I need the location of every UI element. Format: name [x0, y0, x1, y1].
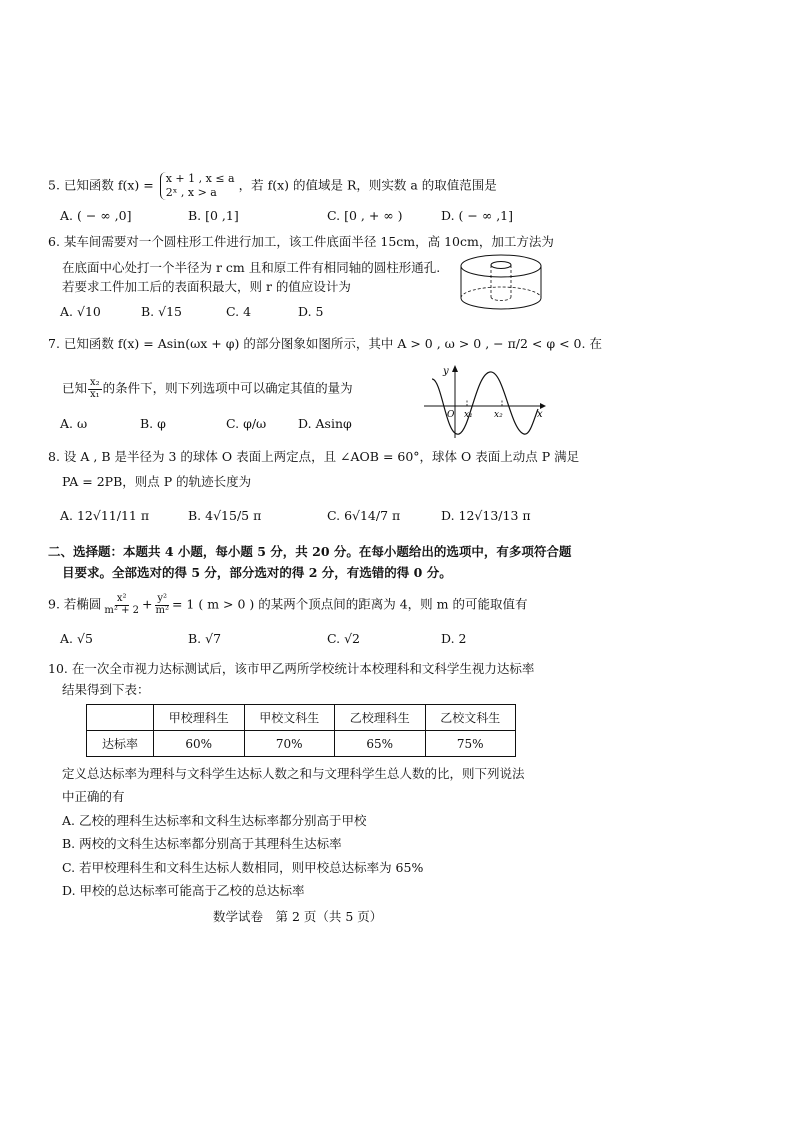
q8-option-b: B. 4√15/5 π	[188, 508, 262, 523]
q7-line2-pre: 已知	[62, 380, 88, 396]
q10-def1: 定义总达标率为理科与文科学生达标人数之和与文理科学生总人数的比，则下列说法	[62, 766, 525, 781]
q6-line3: 若要求工件加工后的表面积最大，则 r 的值应设计为	[62, 279, 351, 294]
q8-option-a: A. 12√11/11 π	[60, 508, 150, 523]
q10-line1: 10. 在一次全市视力达标测试后，该市甲乙两所学校统计本校理科和文科学生视力达标率	[48, 661, 535, 676]
q9-option-b: B. √7	[188, 631, 222, 646]
q10-option-d: D. 甲校的总达标率可能高于乙校的总达标率	[62, 883, 305, 898]
q7-line2	[62, 378, 353, 400]
q9-frac1-num: x²	[116, 593, 127, 604]
q8-line1: 8. 设 A , B 是半径为 3 的球体 O 表面上两定点，且 ∠AOB = 60°，球体 O 表面上动点 P 满足	[48, 449, 580, 464]
q7-ratio-den: x₁	[90, 388, 100, 400]
q5-option-c: C. [0 , + ∞ )	[327, 208, 403, 223]
q5-option-b: B. [0 ,1]	[188, 208, 239, 223]
q5-case1: x + 1 , x ≤ a	[165, 172, 235, 185]
q10-table-row	[87, 731, 516, 757]
q7-option-c: C. φ/ω	[226, 416, 267, 431]
q7-sine-graph	[424, 364, 546, 438]
q9-prefix: 9. 若椭圆	[48, 596, 102, 612]
q6-line1: 6. 某车间需要对一个圆柱形工件进行加工，该工件底面半径 15cm，高 10cm，加工方法为	[48, 234, 554, 249]
q10-option-c: C. 若甲校理科生和文科生达标人数相同，则甲校总达标率为 65%	[62, 860, 424, 875]
q6-option-c: C. 4	[226, 304, 252, 319]
q9-suffix: = 1 ( m > 0 ) 的某两个顶点间的距离为 4，则 m 的可能取值有	[171, 596, 528, 612]
q8-option-c: C. 6√14/7 π	[327, 508, 401, 523]
page-footer: 数学试卷 第 2 页（共 5 页）	[213, 909, 383, 924]
q10-table-header-cell: 乙校文科生	[425, 705, 516, 731]
q9-option-a: A. √5	[60, 631, 93, 646]
q6-option-a: A. √10	[60, 304, 101, 319]
section2-line2: 目要求。全部选对的得 5 分，部分选对的得 2 分，有选错的得 0 分。	[62, 565, 452, 580]
q10-table-header-cell: 乙校理科生	[335, 705, 426, 731]
q7-graph-x2: x₂	[494, 410, 503, 420]
q7-ratio-num: x₂	[90, 377, 100, 388]
q7-option-a: A. ω	[60, 416, 88, 431]
q10-table-cell: 60%	[154, 731, 245, 757]
q10-table-header-cell: 甲校理科生	[154, 705, 245, 731]
q5-option-a: A. ( − ∞ ,0]	[60, 208, 132, 223]
q8-option-d: D. 12√13/13 π	[441, 508, 531, 523]
q7-graph-y-label: y	[443, 366, 449, 377]
q10-option-b: B. 两校的文科生达标率都分别高于其理科生达标率	[62, 836, 342, 851]
q9-stem	[48, 594, 528, 616]
q10-table	[86, 704, 516, 757]
q10-option-a: A. 乙校的理科生达标率和文科生达标率都分别高于甲校	[62, 813, 367, 828]
q7-graph-x-label: x	[537, 409, 543, 420]
section2-line1: 二、选择题：本题共 4 小题，每小题 5 分，共 20 分。在每小题给出的选项中，有多项符合题	[48, 544, 572, 559]
q6-cylinder-figure	[458, 252, 544, 314]
q5-stem	[48, 172, 497, 200]
q7-graph-origin: O	[447, 410, 455, 420]
q8-line2: PA = 2PB，则点 P 的轨迹长度为	[62, 474, 252, 489]
q7-graph-x1: x₁	[464, 410, 473, 420]
q9-frac1	[102, 594, 141, 616]
q9-option-c: C. √2	[327, 631, 360, 646]
q10-def2: 中正确的有	[62, 789, 125, 804]
q10-table-header-cell: 甲校文科生	[244, 705, 335, 731]
q10-table-cell: 70%	[244, 731, 335, 757]
q5-suffix: ，若 f(x) 的值域是 R，则实数 a 的取值范围是	[238, 177, 497, 193]
q10-line2: 结果得到下表：	[62, 682, 150, 697]
q9-plus: +	[142, 596, 153, 612]
q7-ratio	[88, 378, 102, 400]
q6-line2: 在底面中心处打一个半径为 r cm 且和原工件有相同轴的圆柱形通孔.	[62, 260, 441, 275]
q5-prefix: 5. 已知函数 f(x) =	[48, 177, 154, 193]
q9-frac2-den: m²	[155, 604, 169, 616]
q5-case2: 2ˣ , x > a	[165, 185, 217, 199]
q7-line1: 7. 已知函数 f(x) = Asin(ωx + φ) 的部分图象如图所示，其中 A > 0 , ω > 0 , − π/2 < φ < 0. 在	[48, 336, 602, 351]
q10-table-header-cell	[87, 705, 154, 731]
q9-frac2	[153, 594, 171, 616]
q10-table-header-row	[87, 705, 516, 731]
q6-option-b: B. √15	[141, 304, 183, 319]
q10-table-cell: 达标率	[87, 731, 154, 757]
q10-table-cell: 65%	[335, 731, 426, 757]
q5-piecewise	[160, 172, 235, 200]
q7-line2-post: 的条件下，则下列选项中可以确定其值的量为	[102, 380, 353, 396]
q7-option-d: D. Asinφ	[298, 416, 352, 431]
q9-frac1-den: m² + 2	[104, 604, 139, 616]
q9-frac2-num: y²	[157, 593, 168, 604]
q5-option-d: D. ( − ∞ ,1]	[441, 208, 514, 223]
q7-option-b: B. φ	[140, 416, 166, 431]
q10-table-cell: 75%	[425, 731, 516, 757]
q9-option-d: D. 2	[441, 631, 467, 646]
q6-option-d: D. 5	[298, 304, 324, 319]
